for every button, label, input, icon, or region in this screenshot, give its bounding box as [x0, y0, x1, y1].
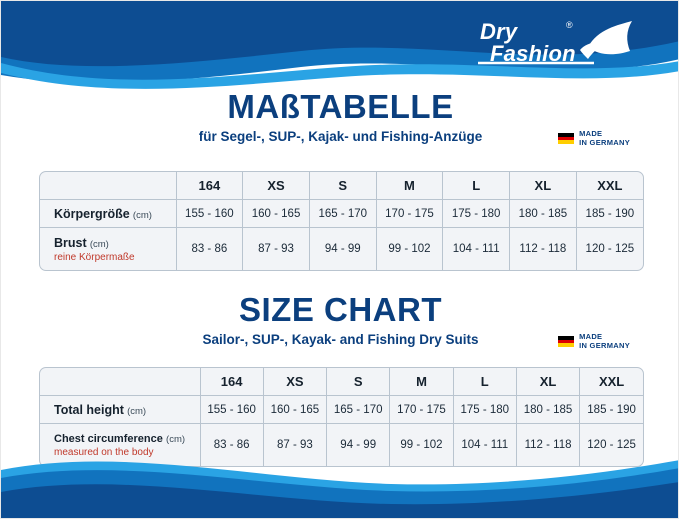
cell-koerpergroesse-l: 175 - 180 [443, 200, 510, 228]
row-label-text-chest-circumference: Chest circumference [54, 432, 163, 445]
german-flag-icon-en [558, 336, 574, 347]
made-in-germany-text-de [579, 129, 630, 148]
made-line1-en: MADE [579, 332, 603, 341]
cell-chest-l: 104 - 111 [453, 424, 516, 467]
row-unit-brust: (cm) [89, 238, 109, 250]
cell-chest-xs: 87 - 93 [263, 424, 326, 467]
brand-name-line2: Fashion [490, 41, 576, 67]
row-unit-koerpergroesse: (cm) [132, 209, 152, 221]
col-header-s-de: S [309, 172, 376, 200]
cell-total-height-m: 170 - 175 [390, 396, 453, 424]
col-header-m-en: M [390, 368, 453, 396]
table-row-total-height [40, 396, 643, 424]
col-header-xs-en: XS [263, 368, 326, 396]
bottom-wave-decoration [1, 444, 679, 518]
page-title-de: MAßTABELLE [227, 88, 454, 125]
col-header-xxl-de: XXL [597, 177, 623, 193]
row-note-chest-circumference: measured on the body [54, 446, 154, 458]
row-label-text-total-height: Total height [54, 402, 124, 417]
made-in-germany-badge-de [558, 129, 630, 148]
cell-koerpergroesse-164: 155 - 160 [176, 200, 243, 228]
col-header-l-en: L [453, 368, 516, 396]
cell-koerpergroesse-xl: 180 - 185 [510, 200, 577, 228]
german-flag-icon [558, 133, 574, 144]
cell-koerpergroesse-xs: 160 - 165 [243, 200, 310, 228]
cell-brust-m: 99 - 102 [376, 228, 443, 271]
bottom-wave-svg [1, 444, 679, 518]
col-header-164-de: 164 [176, 172, 243, 200]
col-header-164-en: 164 [200, 368, 263, 396]
col-header-s-en: S [327, 368, 390, 396]
made-in-germany-text-en [579, 332, 630, 351]
page-subtitle-de: für Segel-, SUP-, Kajak- und Fishing-Anzüge [198, 129, 483, 144]
col-header-xs-de: XS [243, 172, 310, 200]
cell-total-height-164: 155 - 160 [200, 396, 263, 424]
cell-brust-164: 83 - 86 [176, 228, 243, 271]
cell-total-height-s: 165 - 170 [327, 396, 390, 424]
cell-brust-l: 104 - 111 [443, 228, 510, 271]
cell-koerpergroesse-m: 170 - 175 [376, 200, 443, 228]
made-line2-en: IN GERMANY [579, 341, 630, 351]
table-row-brust [40, 228, 643, 271]
made-line1-de: MADE [579, 129, 603, 138]
brand-name [480, 21, 576, 66]
cell-total-height-l: 175 - 180 [453, 396, 516, 424]
cell-total-height-xs: 160 - 165 [263, 396, 326, 424]
cell-brust-s: 94 - 99 [309, 228, 376, 271]
row-label-text-brust: Brust [54, 235, 87, 250]
cell-brust-xs: 87 - 93 [243, 228, 310, 271]
cell-koerpergroesse-xxl: 185 - 190 [576, 200, 643, 228]
page-subtitle-en: Sailor-, SUP-, Kayak- and Fishing Dry Suits [202, 332, 479, 347]
row-label-text-koerpergroesse: Körpergröße [54, 206, 130, 221]
cell-total-height-xxl: 185 - 190 [580, 396, 643, 424]
cell-chest-xxl: 120 - 125 [580, 424, 643, 467]
header-spacer-de [40, 172, 176, 200]
page-title-en: SIZE CHART [239, 291, 442, 328]
col-header-l-de: L [443, 172, 510, 200]
row-label-total-height [40, 396, 200, 424]
cell-chest-s: 94 - 99 [327, 424, 390, 467]
made-line2-de: IN GERMANY [579, 138, 630, 148]
row-label-brust [40, 228, 176, 271]
table-header-row-en [40, 368, 643, 396]
brand-name-line1: Dry [480, 19, 518, 44]
registered-mark: ® [566, 20, 573, 30]
size-table-de [39, 171, 644, 271]
header-spacer-en [40, 368, 200, 396]
col-header-m-de: M [376, 172, 443, 200]
cell-koerpergroesse-s: 165 - 170 [309, 200, 376, 228]
cell-chest-164: 83 - 86 [200, 424, 263, 467]
row-unit-chest-circumference: (cm) [166, 433, 186, 445]
table-header-row-de [40, 172, 643, 200]
size-table-de-grid [40, 172, 643, 270]
cell-brust-xl: 112 - 118 [510, 228, 577, 271]
cell-chest-xl: 112 - 118 [516, 424, 579, 467]
row-unit-total-height: (cm) [127, 405, 147, 417]
made-in-germany-badge-en [558, 332, 630, 351]
brand-logo [476, 17, 636, 71]
col-header-xxl-en: XXL [598, 373, 625, 389]
cell-chest-m: 99 - 102 [390, 424, 453, 467]
cell-total-height-xl: 180 - 185 [516, 396, 579, 424]
row-note-brust: reine Körpermaße [54, 251, 135, 263]
col-header-xl-en: XL [516, 368, 579, 396]
cell-brust-xxl: 120 - 125 [576, 228, 643, 271]
table-row-koerpergroesse [40, 200, 643, 228]
col-header-xl-de: XL [510, 172, 577, 200]
row-label-koerpergroesse [40, 200, 176, 228]
